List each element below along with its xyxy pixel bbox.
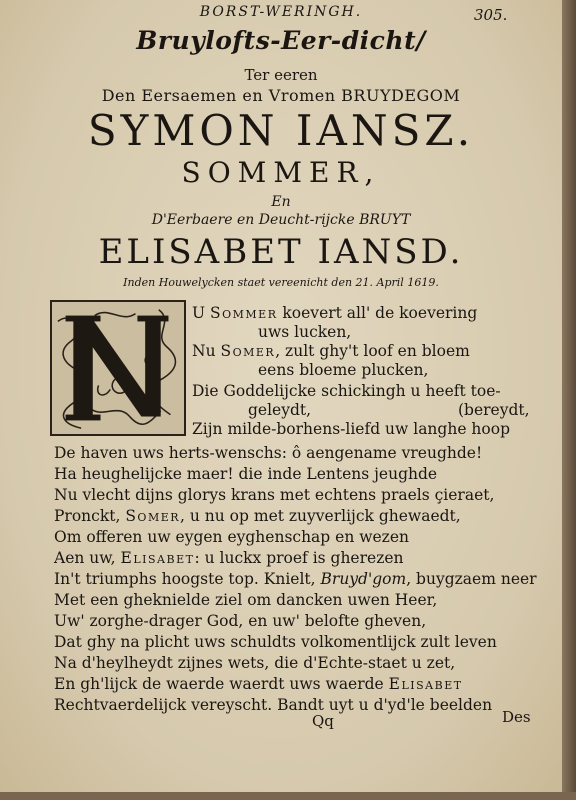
verse-line: (bereydt, xyxy=(458,401,530,419)
running-head: BORST-WERINGH. xyxy=(199,4,363,20)
signature-mark: Qq xyxy=(312,712,334,730)
verse-line: Rechtvaerdelijck vereyscht. Bandt uyt u d'yd'le beelden xyxy=(54,696,493,714)
ornament-icon xyxy=(52,302,184,434)
subtitle-line-1: Ter eeren xyxy=(244,66,318,84)
decorated-initial xyxy=(50,300,186,436)
verse-line: Nu vlecht dijns glorys krans met echtens praels çieraet, xyxy=(54,486,495,504)
bride-name: ELISABET IANSD. xyxy=(98,232,464,272)
verse-line: Aen uw, Elisabet: u luckx proef is gherezen xyxy=(54,549,404,567)
verse-line: Nu Somer, zult ghy't loof en bloem xyxy=(192,342,470,360)
verse-line: Die Goddelijcke schickingh u heeft toe- xyxy=(192,382,501,400)
bride-intro: D'Eerbaere en Deucht-rijcke BRUYT xyxy=(151,212,411,228)
verse-line: Met een gheknielde ziel om dancken uwen Heer, xyxy=(54,591,438,609)
page-edge xyxy=(562,0,576,800)
page-bottom-edge xyxy=(0,792,576,800)
verse-line: De haven uws herts-wenschs: ô aengename vreughde! xyxy=(54,444,483,462)
verse-line: Na d'heylheydt zijnes wets, die d'Echte-staet u zet, xyxy=(54,654,456,672)
groom-name: SYMON IANSZ. xyxy=(87,106,475,155)
verse-line: eens bloeme plucken, xyxy=(258,361,429,379)
conjunction: En xyxy=(271,194,291,210)
verse-line: Zijn milde-borhens-liefd uw langhe hoop xyxy=(192,420,510,438)
verse-line: Dat ghy na plicht uws schuldts volkomentlijck zult leven xyxy=(54,633,497,651)
verse-line: U Sommer koevert all' de koevering xyxy=(192,304,478,322)
poem-title: Bruylofts-Eer-dicht/ xyxy=(136,26,426,55)
verse-line: En gh'lijck de waerde waerdt uws waerde Elisabet xyxy=(54,675,463,693)
subtitle-line-2: Den Eersaemen en Vromen BRUYDEGOM xyxy=(101,86,461,105)
verse-line: geleydt, xyxy=(248,401,312,419)
verse-line: Ha heughelijcke maer! die inde Lentens jeughde xyxy=(54,465,438,483)
verse-line: uws lucken, xyxy=(258,323,352,341)
verse-line: Om offeren uw eygen eyghenschap en wezen xyxy=(54,528,409,546)
verse-line: In't triumphs hoogste top. Knielt, Bruyd'gom, buygzaem neer xyxy=(54,570,537,588)
page-number: 305. xyxy=(474,6,508,24)
verse-line: Uw' zorghe-drager God, en uw' belofte gheven, xyxy=(54,612,427,630)
catchword: Des xyxy=(502,708,531,726)
verse-line: Pronckt, Somer, u nu op met zuyverlijck ghewaedt, xyxy=(54,507,461,525)
dateline: Inden Houwelycken staet vereenicht den 21. April 1619. xyxy=(123,276,439,289)
groom-surname: SOMMER, xyxy=(181,156,381,189)
